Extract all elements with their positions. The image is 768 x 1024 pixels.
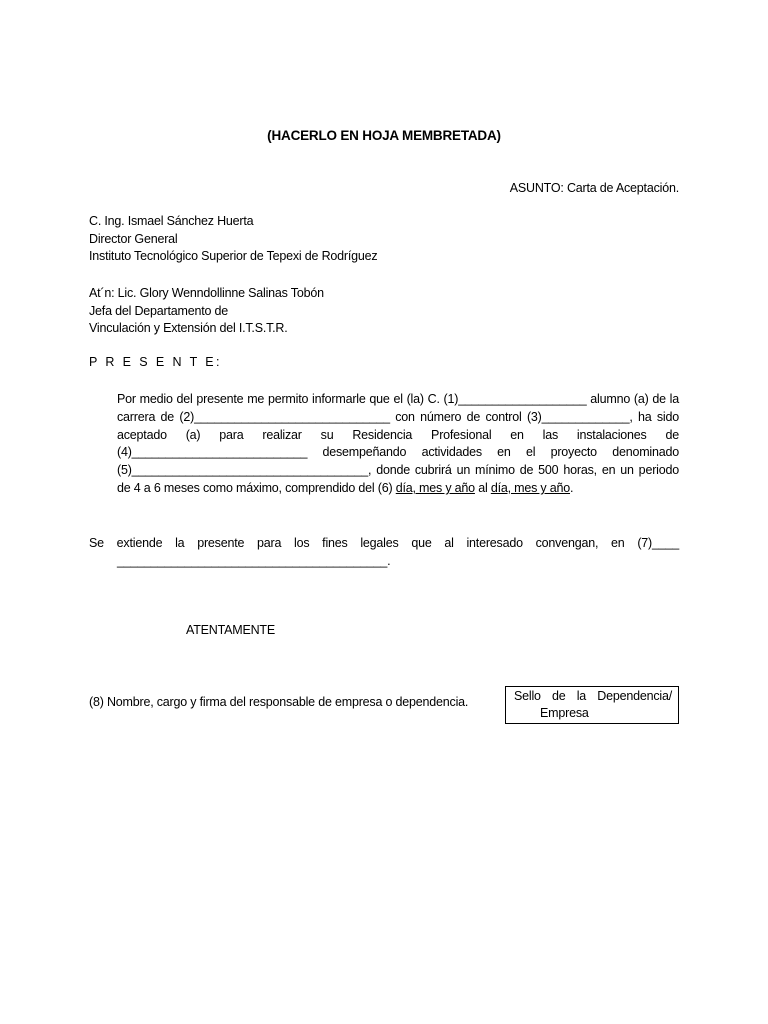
recipient-name: C. Ing. Ismael Sánchez Huerta: [89, 214, 254, 228]
date-from-placeholder: día, mes y año: [395, 480, 475, 495]
recipient-block: [89, 213, 377, 266]
document-heading: (HACERLO EN HOJA MEMBRETADA): [267, 128, 501, 143]
recipient-title: Director General: [89, 231, 178, 246]
stamp-label-line-2: Empresa: [540, 706, 589, 720]
body-text: Por medio del presente me permito informarle que el (la) C. (1)___________________ alumno (a) de la carrera de (2)_____________________________ con número de control (3)_____________, ha sido aceptado (a) para realizar su Residencia Profesional en las instalaciones de (4)__________________________ desempeñando actividades en el proyecto denominado (5)___________________________________, donde cubrirá un mínimo de 500 horas, en un periodo de 4 a 6 meses como máximo, comprendido del (6): [117, 392, 679, 495]
attention-name: At´n: Lic. Glory Wenndollinne Salinas Tobón: [89, 286, 324, 300]
closing-text: ATENTAMENTE: [186, 623, 276, 637]
extension-line-1: Se extiende la presente para los fines legales que al interesado convengan, en (7)____: [89, 536, 679, 550]
stamp-label-line-1: Sello de la Dependencia/: [514, 689, 672, 703]
body-end: .: [570, 480, 574, 495]
stamp-box: [505, 686, 679, 724]
attention-title: Jefa del Departamento de: [89, 303, 229, 318]
date-to-placeholder: día, mes y año: [490, 480, 571, 495]
signature-line: (8) Nombre, cargo y firma del responsable de empresa o dependencia.: [89, 695, 469, 709]
body-paragraph: [117, 391, 679, 498]
subject-line: ASUNTO: Carta de Aceptación.: [509, 181, 679, 195]
body-connector: al: [474, 480, 491, 495]
recipient-institution: Instituto Tecnológico Superior de Tepexi de Rodríguez: [89, 249, 378, 263]
attention-block: [89, 285, 324, 338]
salutation: P R E S E N T E:: [89, 355, 222, 369]
attention-department: Vinculación y Extensión del I.T.S.T.R.: [89, 321, 288, 335]
extension-line-2: ________________________________________.: [117, 554, 391, 568]
